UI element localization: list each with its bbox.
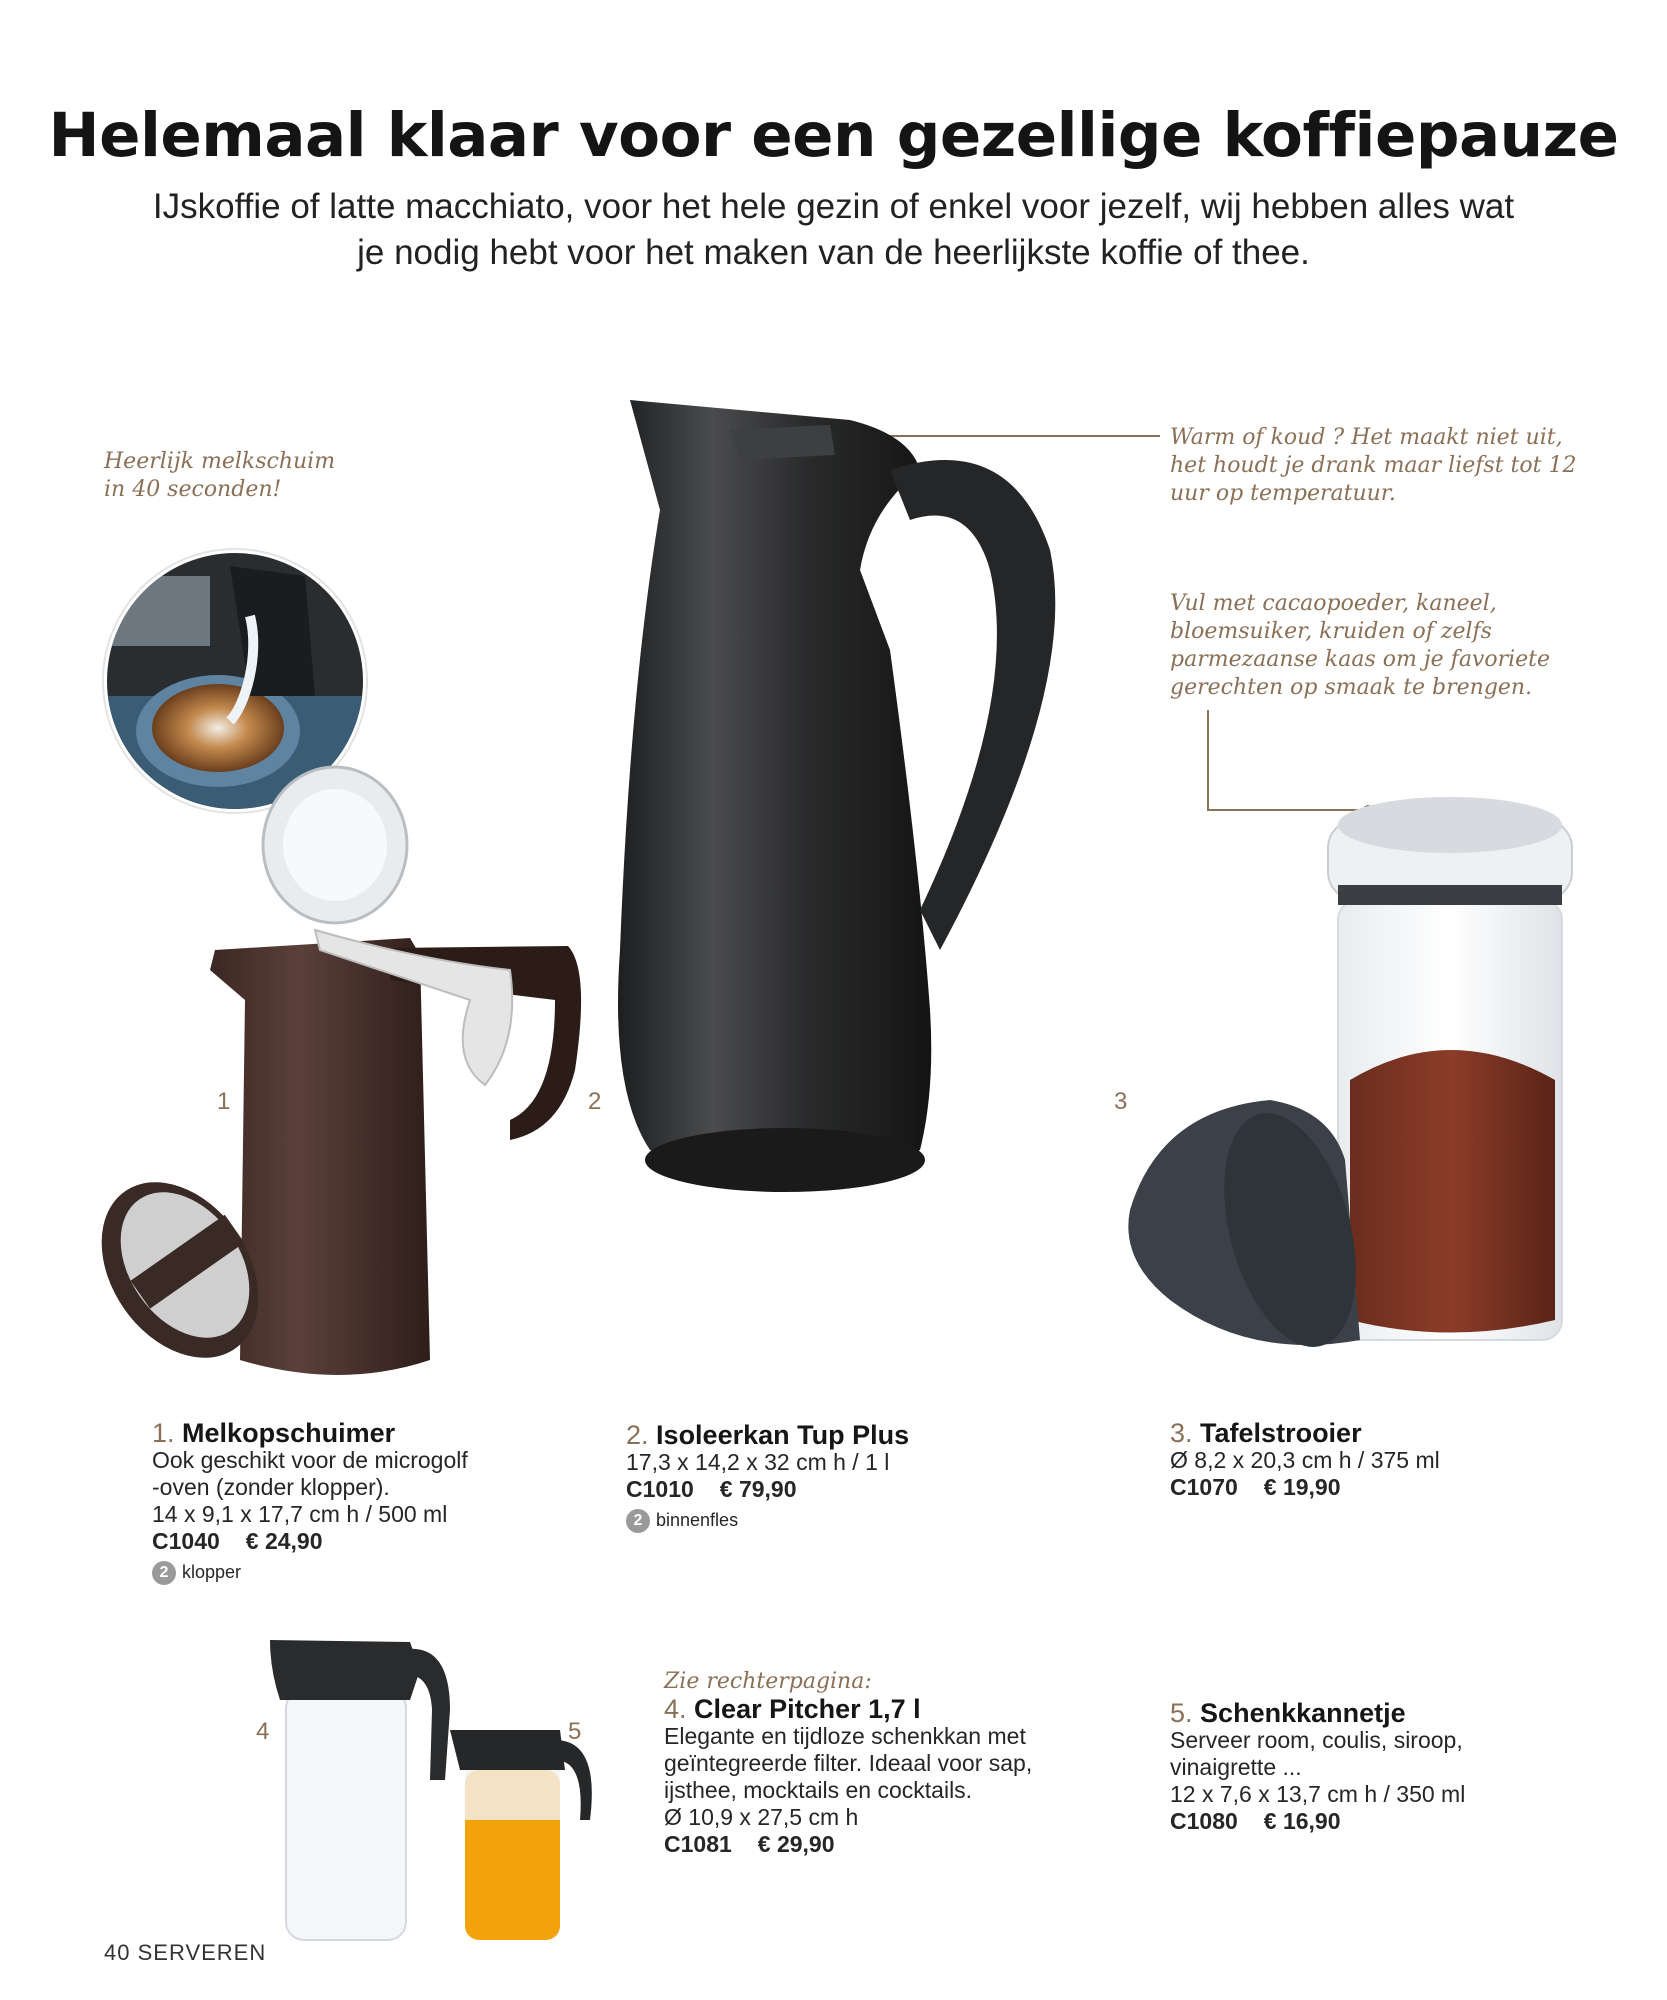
temperature-annotation-line-3: uur op temperatuur. bbox=[1170, 481, 1396, 506]
product-5-number: 5. bbox=[1170, 1698, 1193, 1728]
product-isoleerkan bbox=[626, 1422, 909, 1534]
product-2-dimensions: 17,3 x 14,2 x 32 cm h / 1 l bbox=[626, 1449, 890, 1475]
product-1-badge bbox=[152, 1559, 241, 1586]
foam-annotation-line-1: Heerlijk melkschuim bbox=[104, 449, 336, 474]
product-5-dimensions: 12 x 7,6 x 13,7 cm h / 350 ml bbox=[1170, 1781, 1466, 1807]
page-title: Helemaal klaar voor een gezellige koffiepauze bbox=[48, 100, 1619, 171]
product-2-title: Isoleerkan Tup Plus bbox=[656, 1420, 910, 1450]
product-3-number: 3. bbox=[1170, 1418, 1193, 1448]
image-number-1: 1 bbox=[217, 1088, 231, 1115]
image-number-3: 3 bbox=[1114, 1088, 1128, 1115]
product-3-code: C1070 bbox=[1170, 1474, 1238, 1500]
product-3-title: Tafelstrooier bbox=[1200, 1418, 1362, 1448]
product-4-title: Clear Pitcher 1,7 l bbox=[694, 1694, 921, 1724]
product-1-price: € 24,90 bbox=[245, 1528, 323, 1554]
product-4-code: C1081 bbox=[664, 1831, 732, 1857]
page-number: 40 bbox=[104, 1940, 131, 1965]
shaker-annotation-line-1: Vul met cacaopoeder, kaneel, bbox=[1170, 591, 1497, 616]
product-3-code-price bbox=[1170, 1474, 1440, 1501]
product-4-desc-line-3: ijsthee, mocktails en cocktails. bbox=[664, 1777, 973, 1803]
product-1-desc-line-2: -oven (zonder klopper). bbox=[152, 1474, 390, 1500]
product-1-code-price bbox=[152, 1528, 468, 1555]
product-3-dimensions: Ø 8,2 x 20,3 cm h / 375 ml bbox=[1170, 1447, 1440, 1473]
product-4-desc-line-1: Elegante en tijdloze schenkkan met bbox=[664, 1723, 1026, 1749]
product-4-dimensions: Ø 10,9 x 27,5 cm h bbox=[664, 1804, 859, 1830]
product-5-desc-line-2: vinaigrette ... bbox=[1170, 1754, 1302, 1780]
product-5-title: Schenkkannetje bbox=[1200, 1698, 1406, 1728]
product-1-badge-number: 2 bbox=[152, 1561, 176, 1585]
milk-frother-image bbox=[90, 740, 510, 1380]
product-5-price: € 16,90 bbox=[1263, 1808, 1341, 1834]
product-4-code-price bbox=[664, 1831, 1032, 1858]
image-number-2: 2 bbox=[588, 1088, 602, 1115]
intro-line-2: je nodig hebt voor het maken van de heerlijkste koffie of thee. bbox=[357, 233, 1310, 272]
product-schenkkannetje bbox=[1170, 1700, 1465, 1835]
product-melkopschuimer bbox=[152, 1420, 468, 1586]
product-1-name bbox=[152, 1420, 468, 1447]
shaker-annotation-line-3: parmezaanse kaas om je favoriete bbox=[1170, 647, 1551, 672]
shaker-annotation-line-4: gerechten op smaak te brengen. bbox=[1170, 675, 1533, 700]
product-4-desc-line-2: geïntegreerde filter. Ideaal voor sap, bbox=[664, 1750, 1033, 1776]
product-1-number: 1. bbox=[152, 1418, 175, 1448]
product-2-badge-number: 2 bbox=[626, 1509, 650, 1533]
shaker-annotation-line-2: bloemsuiker, kruiden of zelfs bbox=[1170, 619, 1492, 644]
product-1-badge-text: klopper bbox=[182, 1562, 242, 1582]
product-4-name bbox=[664, 1696, 1032, 1723]
product-clear-pitcher bbox=[664, 1668, 1032, 1858]
product-2-badge bbox=[626, 1507, 738, 1534]
product-1-desc-line-1: Ook geschikt voor de microgolf bbox=[152, 1447, 468, 1473]
intro-line-1: IJskoffie of latte macchiato, voor het hele gezin of enkel voor jezelf, wij hebben alles wat bbox=[152, 187, 1515, 226]
product-3-price: € 19,90 bbox=[1263, 1474, 1341, 1500]
foam-annotation-line-2: in 40 seconden! bbox=[104, 477, 282, 502]
see-right-page-note: Zie rechterpagina: bbox=[664, 1669, 872, 1694]
product-1-code: C1040 bbox=[152, 1528, 220, 1554]
product-4-number: 4. bbox=[664, 1694, 687, 1724]
temperature-annotation-line-2: het houdt je drank maar liefst tot 12 bbox=[1170, 453, 1577, 478]
product-1-title: Melkopschuimer bbox=[182, 1418, 396, 1448]
product-2-code-price bbox=[626, 1476, 909, 1503]
pitcher-and-creamer-image bbox=[260, 1630, 620, 1940]
product-2-code: C1010 bbox=[626, 1476, 694, 1502]
product-2-name bbox=[626, 1422, 909, 1449]
section-name: SERVEREN bbox=[137, 1940, 267, 1965]
thermos-jug-image bbox=[590, 390, 1090, 1290]
image-number-4: 4 bbox=[256, 1718, 270, 1745]
product-1-dimensions: 14 x 9,1 x 17,7 cm h / 500 ml bbox=[152, 1501, 448, 1527]
product-3-name bbox=[1170, 1420, 1440, 1447]
product-5-desc-line-1: Serveer room, coulis, siroop, bbox=[1170, 1727, 1463, 1753]
table-shaker-image bbox=[1090, 780, 1610, 1400]
product-2-price: € 79,90 bbox=[719, 1476, 797, 1502]
product-4-price: € 29,90 bbox=[757, 1831, 835, 1857]
product-2-number: 2. bbox=[626, 1420, 649, 1450]
product-5-name bbox=[1170, 1700, 1465, 1727]
image-number-5: 5 bbox=[568, 1718, 582, 1745]
page-footer bbox=[104, 1940, 266, 1966]
temperature-annotation-line-1: Warm of koud ? Het maakt niet uit, bbox=[1170, 425, 1563, 450]
product-5-code: C1080 bbox=[1170, 1808, 1238, 1834]
product-2-badge-text: binnenfles bbox=[656, 1510, 739, 1530]
product-tafelstrooier bbox=[1170, 1420, 1440, 1501]
product-5-code-price bbox=[1170, 1808, 1465, 1835]
